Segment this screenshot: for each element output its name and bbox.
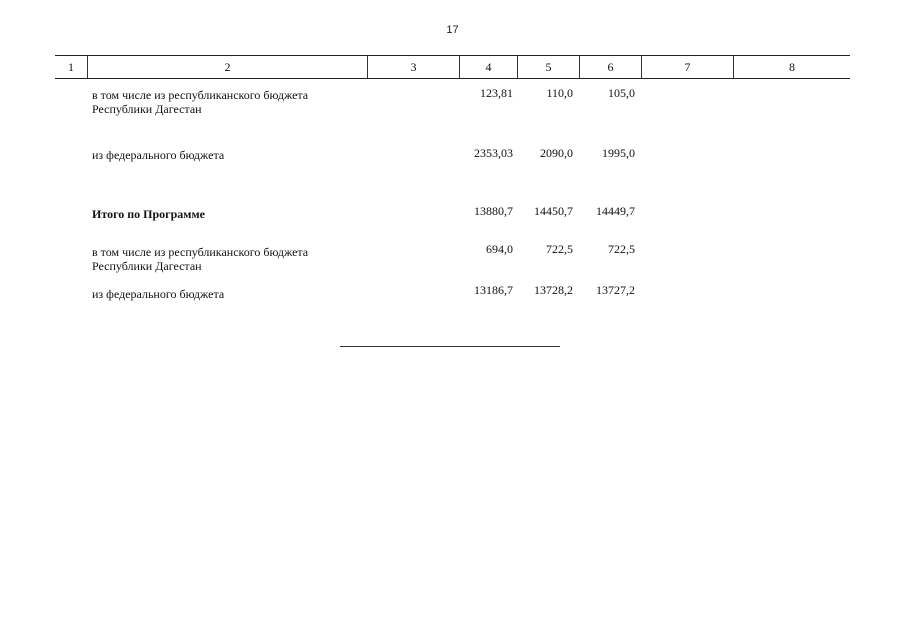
column-header-8: 8 xyxy=(789,59,795,74)
cell-col5: 14450,7 xyxy=(534,204,573,218)
column-header-3: 3 xyxy=(368,56,460,78)
row-label xyxy=(92,287,392,301)
column-header-6: 6 xyxy=(580,56,642,78)
column-header-7: 7 xyxy=(642,56,734,78)
row-label-line: Республики Дагестан xyxy=(92,102,202,116)
cell-col4: 123,81 xyxy=(480,86,513,100)
cell-col5: 13728,2 xyxy=(534,283,573,297)
row-label-line: из федерального бюджета xyxy=(92,148,225,162)
column-header-5: 5 xyxy=(518,56,580,78)
row-label-line: Итого по Программе xyxy=(92,207,205,221)
cell-col5: 2090,0 xyxy=(540,146,573,160)
row-label-line: в том числе из республиканского бюджета xyxy=(92,245,309,259)
cell-col6: 1995,0 xyxy=(602,146,635,160)
cell-col4: 694,0 xyxy=(486,242,513,256)
cell-col6: 13727,2 xyxy=(596,283,635,297)
cell-col6: 105,0 xyxy=(608,86,635,100)
row-label xyxy=(92,245,392,273)
cell-col4: 13880,7 xyxy=(474,204,513,218)
cell-col4: 2353,03 xyxy=(474,146,513,160)
column-header-4: 4 xyxy=(460,56,518,78)
column-header-1: 1 xyxy=(55,56,88,78)
page-number: 17 xyxy=(446,24,459,36)
row-label-line: из федерального бюджета xyxy=(92,287,225,301)
cell-col6: 14449,7 xyxy=(596,204,635,218)
cell-col5: 110,0 xyxy=(546,86,573,100)
row-label xyxy=(92,148,392,162)
end-divider-line xyxy=(340,346,560,347)
row-label xyxy=(92,88,392,116)
cell-col5: 722,5 xyxy=(546,242,573,256)
table-header-row xyxy=(55,55,850,79)
column-header-2: 2 xyxy=(88,56,368,78)
cell-col6: 722,5 xyxy=(608,242,635,256)
cell-col4: 13186,7 xyxy=(474,283,513,297)
row-label-line: в том числе из республиканского бюджета xyxy=(92,88,309,102)
row-label xyxy=(92,207,392,221)
row-label-line: Республики Дагестан xyxy=(92,259,202,273)
